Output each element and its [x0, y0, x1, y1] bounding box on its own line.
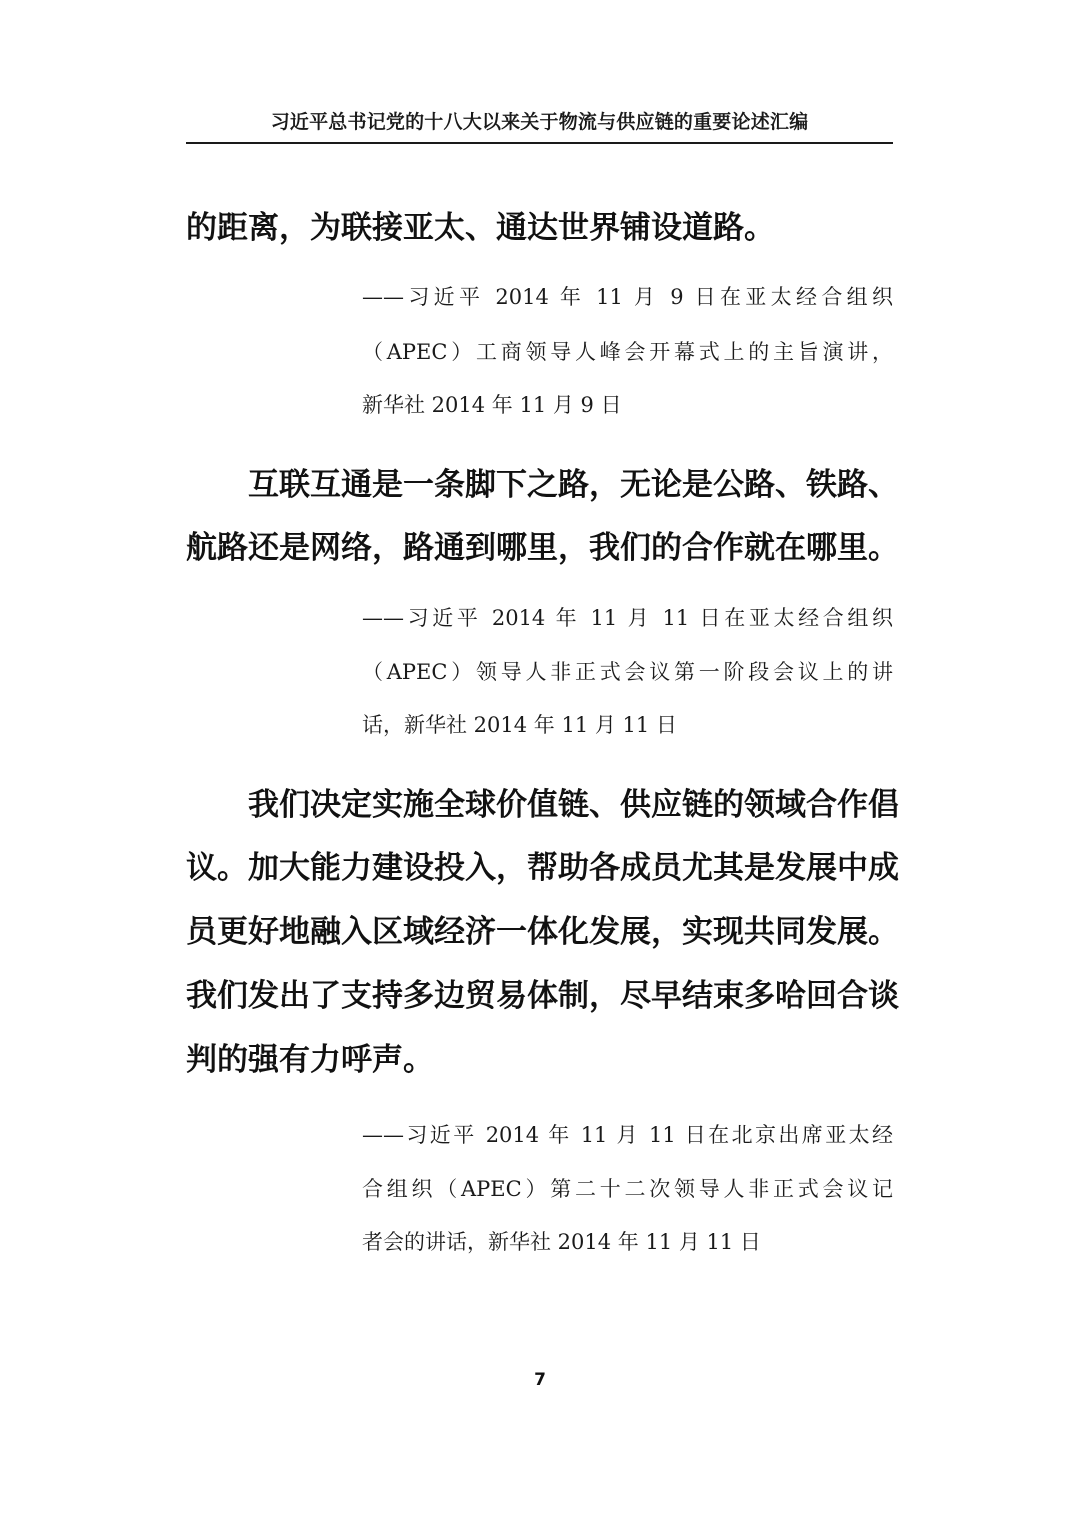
citation-3-line-1: ——习近平 2014 年 11 月 11 日在北京出席亚太经 [362, 1123, 893, 1147]
page-header-title: 习近平总书记党的十八大以来关于物流与供应链的重要论述汇编 [270, 111, 809, 133]
citation-1-line-1: ——习近平 2014 年 11 月 9 日在亚太经合组织 [362, 285, 893, 309]
paragraph-3-line-2: 议。加大能力建设投入，帮助各成员尤其是发展中成 [186, 850, 899, 886]
citation-1-line-3: 新华社 2014 年 11 月 9 日 [362, 393, 622, 417]
paragraph-3-line-3: 员更好地融入区域经济一体化发展，实现共同发展。 [186, 914, 899, 950]
citation-3-line-3: 者会的讲话，新华社 2014 年 11 月 11 日 [362, 1230, 761, 1254]
paragraph-3-line-5: 判的强有力呼声。 [186, 1042, 434, 1078]
citation-2-line-1: ——习近平 2014 年 11 月 11 日在亚太经合组织 [362, 606, 893, 630]
citation-3-line-2: 合组织（APEC）第二十二次领导人非正式会议记 [362, 1177, 893, 1201]
paragraph-3-line-4: 我们发出了支持多边贸易体制，尽早结束多哈回合谈 [186, 978, 899, 1014]
paragraph-2-line-1: 互联互通是一条脚下之路，无论是公路、铁路、 [248, 467, 899, 503]
paragraph-2-line-2: 航路还是网络，路通到哪里，我们的合作就在哪里。 [186, 530, 899, 566]
citation-1-line-2: （APEC）工商领导人峰会开幕式上的主旨演讲， [362, 340, 893, 364]
citation-2-line-3: 话，新华社 2014 年 11 月 11 日 [362, 713, 677, 737]
header-rule [186, 142, 893, 144]
paragraph-3-line-1: 我们决定实施全球价值链、供应链的领域合作倡 [248, 787, 899, 823]
page-number: 7 [534, 1370, 546, 1390]
paragraph-1-line-1: 的距离，为联接亚太、通达世界铺设道路。 [186, 210, 775, 246]
citation-2-line-2: （APEC）领导人非正式会议第一阶段会议上的讲 [362, 660, 893, 684]
